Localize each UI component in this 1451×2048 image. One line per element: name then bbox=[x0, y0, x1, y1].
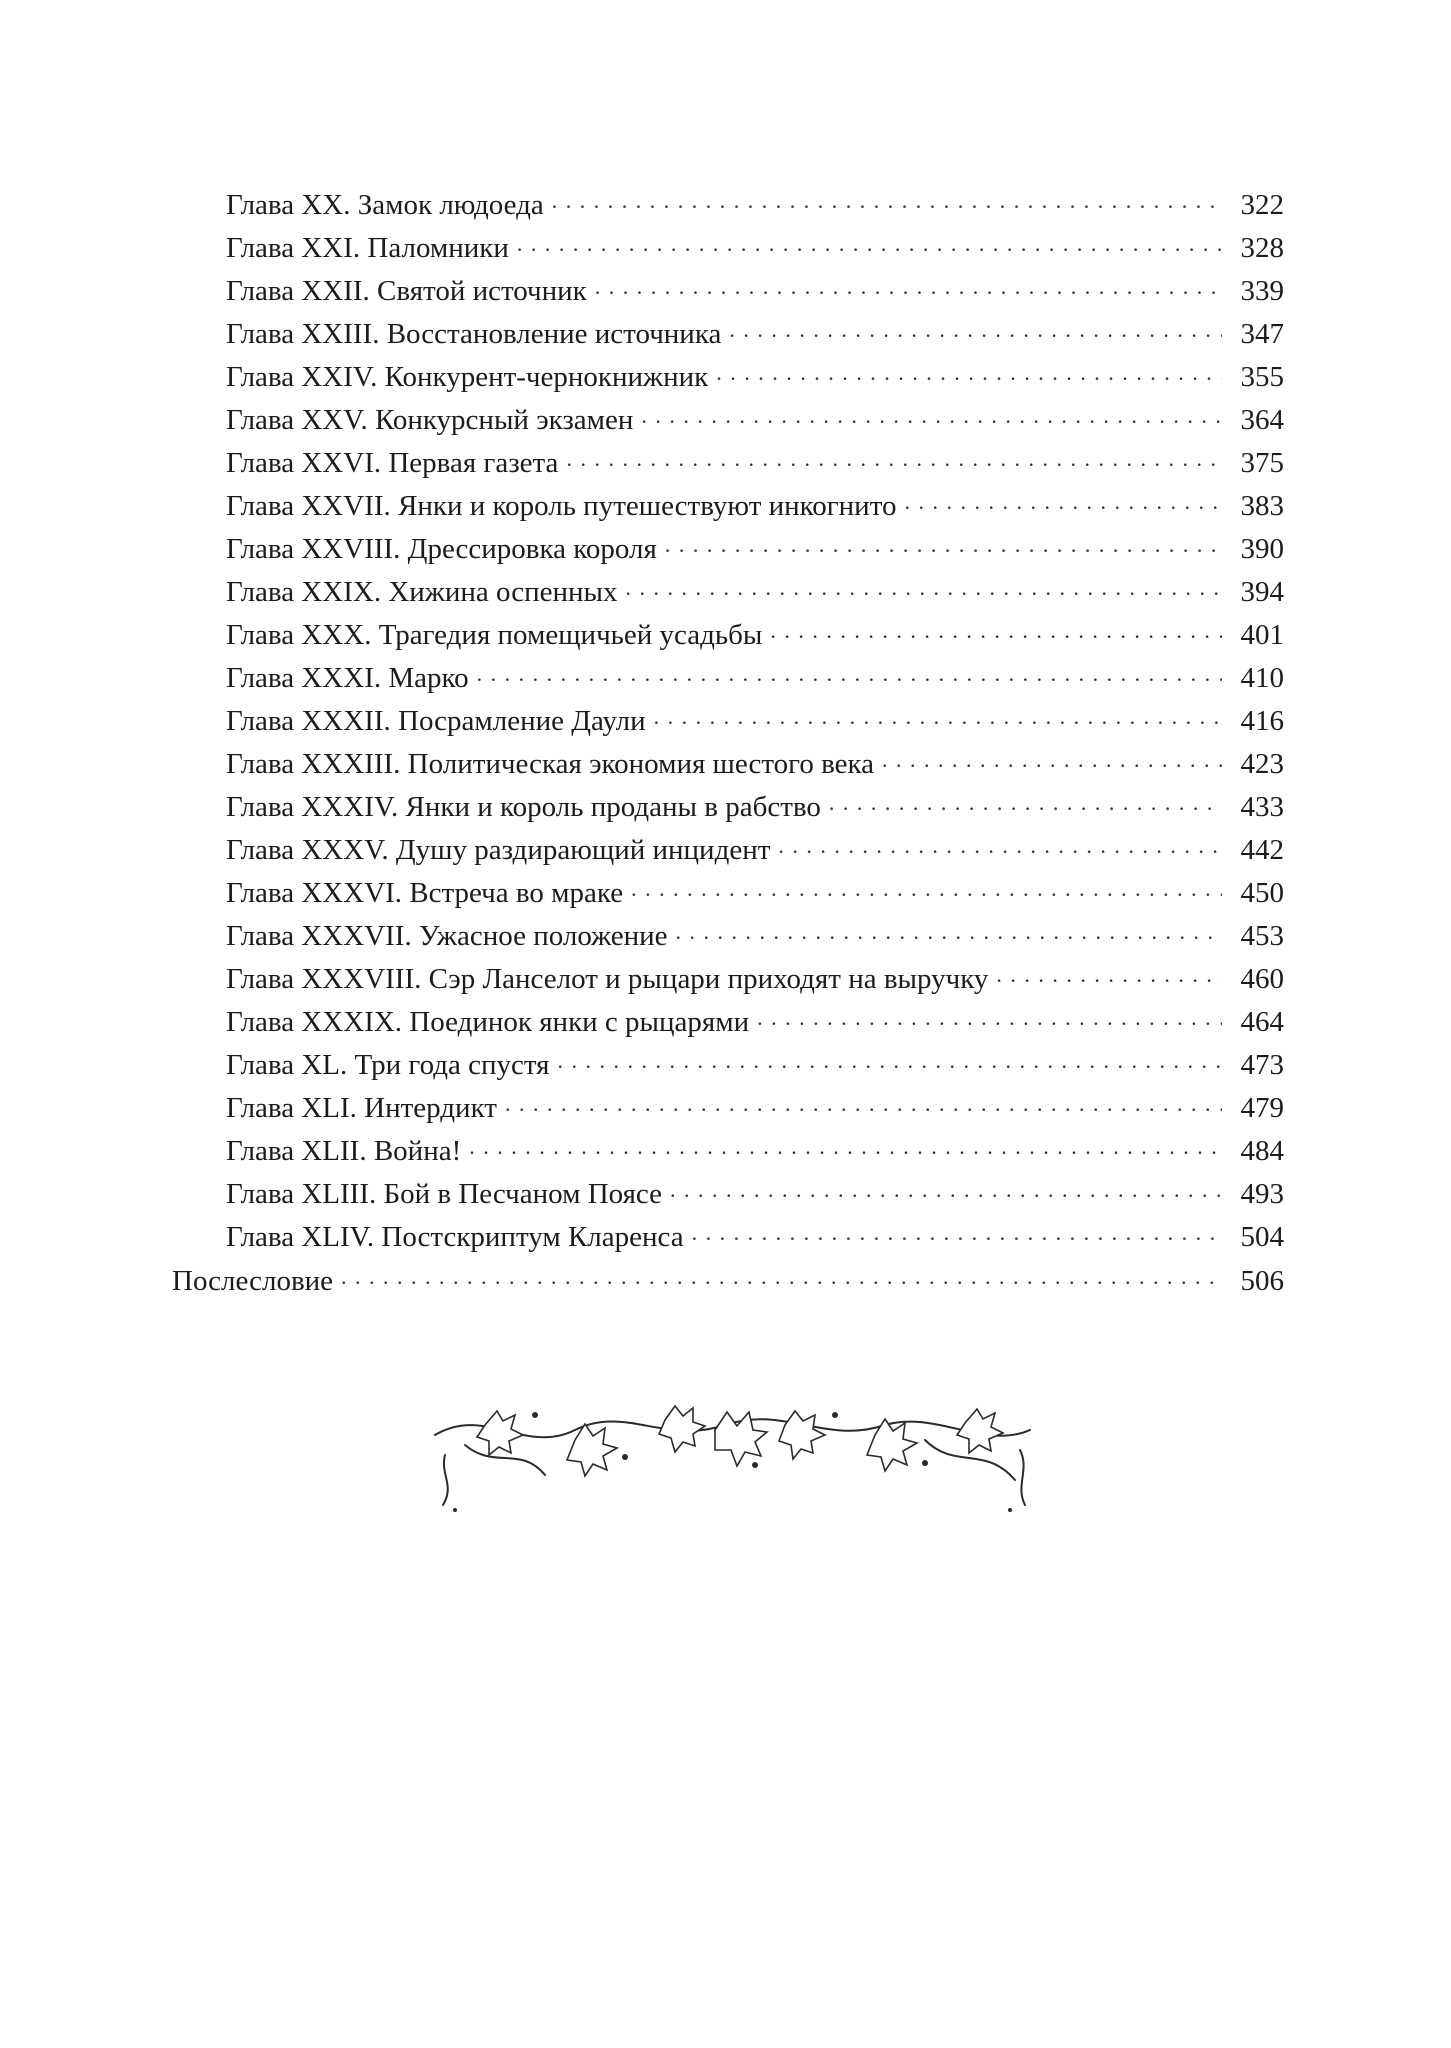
dot-leader bbox=[477, 651, 1222, 695]
page-number: 460 bbox=[1240, 963, 1284, 995]
dot-leader bbox=[829, 780, 1222, 824]
dot-leader bbox=[469, 1124, 1222, 1168]
page-number: 453 bbox=[1240, 920, 1284, 952]
page-number: 423 bbox=[1240, 748, 1284, 780]
chapter-title: Глава XXVI. Первая газета bbox=[226, 447, 559, 479]
toc-entry bbox=[226, 399, 1284, 441]
dot-leader bbox=[692, 1210, 1222, 1254]
toc-entry bbox=[226, 743, 1284, 785]
toc-entry bbox=[226, 614, 1284, 656]
page-number: 375 bbox=[1240, 447, 1284, 479]
chapter-title: Глава XXIV. Конкурент-чернокнижник bbox=[226, 361, 709, 393]
toc-entry bbox=[226, 1216, 1284, 1258]
chapter-title: Глава XXIX. Хижина оспенных bbox=[226, 576, 618, 608]
dot-leader bbox=[882, 737, 1222, 781]
chapter-title: Глава XXII. Святой источник bbox=[226, 275, 587, 307]
toc-entry bbox=[226, 700, 1284, 742]
dot-leader bbox=[778, 823, 1222, 867]
chapter-title: Глава XXVIII. Дрессировка короля bbox=[226, 533, 657, 565]
dot-leader bbox=[517, 221, 1222, 265]
dot-leader bbox=[595, 264, 1222, 308]
page-number: 364 bbox=[1240, 404, 1284, 436]
chapter-title: Глава XXI. Паломники bbox=[226, 232, 509, 264]
page-number: 347 bbox=[1240, 318, 1284, 350]
page-number: 339 bbox=[1240, 275, 1284, 307]
toc-entry bbox=[226, 872, 1284, 914]
dot-leader bbox=[654, 694, 1222, 738]
chapter-title: Глава XXX. Трагедия помещичьей усадьбы bbox=[226, 619, 763, 651]
page-number: 433 bbox=[1240, 791, 1284, 823]
dot-leader bbox=[996, 952, 1222, 996]
chapter-title: Глава XXXIX. Поединок янки с рыцарями bbox=[226, 1006, 750, 1038]
toc-entry bbox=[226, 786, 1284, 828]
toc-entry bbox=[226, 227, 1284, 269]
toc-entry bbox=[226, 485, 1284, 527]
toc-entry bbox=[226, 270, 1284, 312]
chapter-title: Глава XXXI. Марко bbox=[226, 662, 469, 694]
toc-entry bbox=[226, 829, 1284, 871]
page-number: 394 bbox=[1240, 576, 1284, 608]
page-number: 416 bbox=[1240, 705, 1284, 737]
dot-leader bbox=[905, 479, 1223, 523]
page-number: 484 bbox=[1240, 1135, 1284, 1167]
toc-entry bbox=[226, 958, 1284, 1000]
chapter-title: Глава XXXVII. Ужасное положение bbox=[226, 920, 668, 952]
page-number: 473 bbox=[1240, 1049, 1284, 1081]
page-number: 322 bbox=[1240, 189, 1284, 221]
chapter-title: Глава XXXIII. Политическая экономия шестого века bbox=[226, 748, 874, 780]
page-number: 493 bbox=[1240, 1178, 1284, 1210]
chapter-title: Глава XXXV. Душу раздирающий инцидент bbox=[226, 834, 771, 866]
chapter-title: Глава XXIII. Восстановление источника bbox=[226, 318, 722, 350]
dot-leader bbox=[716, 350, 1222, 394]
toc-entry bbox=[226, 442, 1284, 484]
toc-entry bbox=[226, 657, 1284, 699]
page-number: 390 bbox=[1240, 533, 1284, 565]
chapter-title: Глава XXXVIII. Сэр Ланселот и рыцари приходят на выручку bbox=[226, 963, 989, 995]
toc-entry bbox=[226, 528, 1284, 570]
toc-entry bbox=[226, 1173, 1284, 1215]
toc-entry-afterword bbox=[172, 1260, 1284, 1302]
chapter-title: Глава XLII. Война! bbox=[226, 1135, 462, 1167]
page-number: 506 bbox=[1240, 1265, 1284, 1297]
page-number: 328 bbox=[1240, 232, 1284, 264]
dot-leader bbox=[676, 909, 1222, 953]
toc-entry bbox=[226, 1001, 1284, 1043]
page-number: 442 bbox=[1240, 834, 1284, 866]
page-number: 410 bbox=[1240, 662, 1284, 694]
dot-leader bbox=[566, 436, 1222, 480]
page-number: 479 bbox=[1240, 1092, 1284, 1124]
dot-leader bbox=[665, 522, 1222, 566]
chapter-title: Глава XXXII. Посрамление Даули bbox=[226, 705, 646, 737]
page-number: 464 bbox=[1240, 1006, 1284, 1038]
chapter-title: Глава XXVII. Янки и король путешествуют инкогнито bbox=[226, 490, 897, 522]
dot-leader bbox=[641, 393, 1222, 437]
toc-entry bbox=[226, 1044, 1284, 1086]
dot-leader bbox=[670, 1167, 1222, 1211]
page-number: 383 bbox=[1240, 490, 1284, 522]
toc-entry bbox=[226, 571, 1284, 613]
toc-entry bbox=[226, 1087, 1284, 1129]
toc-entry bbox=[226, 915, 1284, 957]
dot-leader bbox=[757, 995, 1222, 1039]
dot-leader bbox=[626, 565, 1222, 609]
toc-entry bbox=[226, 1130, 1284, 1172]
page-number: 504 bbox=[1240, 1221, 1284, 1253]
dot-leader bbox=[552, 178, 1222, 222]
chapter-title: Глава XLI. Интердикт bbox=[226, 1092, 497, 1124]
chapter-title: Глава XLIV. Постскриптум Кларенса bbox=[226, 1221, 684, 1253]
page-number: 355 bbox=[1240, 361, 1284, 393]
dot-leader bbox=[505, 1081, 1222, 1125]
chapter-title: Глава XXV. Конкурсный экзамен bbox=[226, 404, 634, 436]
page-number: 450 bbox=[1240, 877, 1284, 909]
chapter-title: Глава XXXVI. Встреча во мраке bbox=[226, 877, 624, 909]
chapter-title: Глава XX. Замок людоеда bbox=[226, 189, 544, 221]
dot-leader bbox=[631, 866, 1222, 910]
chapter-title: Глава XL. Три года спустя bbox=[226, 1049, 550, 1081]
toc-entry bbox=[226, 356, 1284, 398]
dot-leader bbox=[341, 1254, 1222, 1298]
dot-leader bbox=[729, 307, 1222, 351]
toc-entry bbox=[226, 184, 1284, 226]
page-number: 401 bbox=[1240, 619, 1284, 651]
toc-entry bbox=[226, 313, 1284, 355]
afterword-title: Послесловие bbox=[172, 1265, 334, 1297]
vine-ornament-icon bbox=[425, 1385, 1040, 1525]
chapter-title: Глава XLIII. Бой в Песчаном Поясе bbox=[226, 1178, 663, 1210]
dot-leader bbox=[770, 608, 1222, 652]
chapter-title: Глава XXXIV. Янки и король проданы в рабство bbox=[226, 791, 821, 823]
dot-leader bbox=[558, 1038, 1222, 1082]
